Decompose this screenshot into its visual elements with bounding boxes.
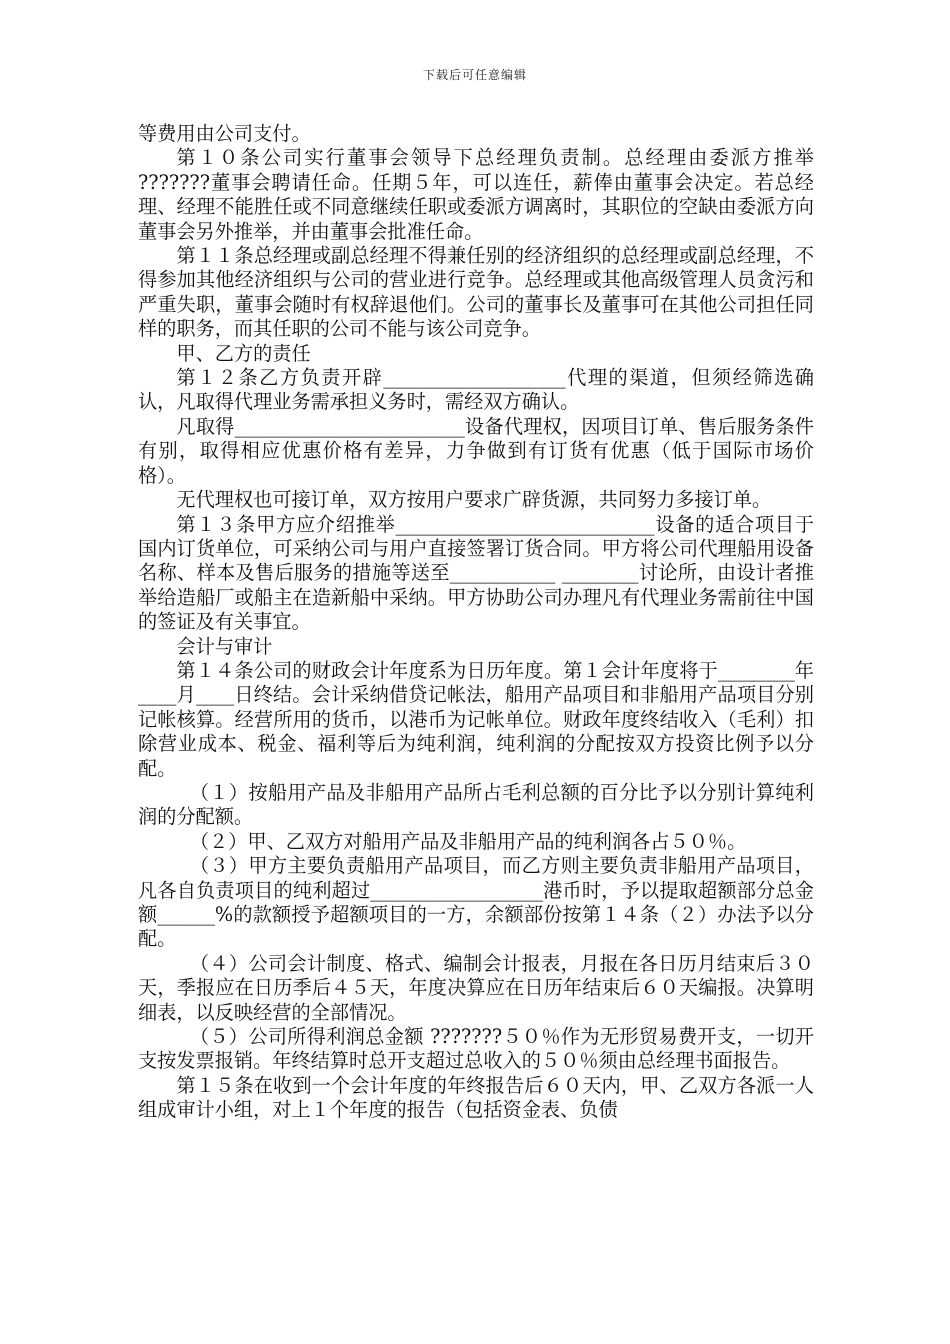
- paragraph-article-14: 第１４条公司的财政会计年度系为日历年度。第１会计年度将于________年____月____日终结。会计采纳借贷记帐法，船用产品项目和非船用产品项目分别记帐核算。经营所用的货币，以港币为记帐单位。财政年度终结收入（毛利）扣除营业成本、税金、福利等后为纯利润，纯利润的分配按双方投资比例予以分配。: [138, 658, 814, 780]
- list-item-4: （４）公司会计制度、格式、编制会计报表，月报在各日历月结束后３０天，季报应在日历季后４５天，年度决算应在日历年结束后６０天编报。决算明细表，以反映经营的全部情况。: [138, 951, 814, 1024]
- section-heading-accounting: 会计与审计: [176, 634, 273, 658]
- paragraph-continuation: 等费用由公司支付。: [138, 122, 311, 145]
- page-header: 下载后可任意编辑: [422, 68, 527, 82]
- paragraph-agency-rights: 凡取得________________________设备代理权，因项目订单、售后服务条件有别，取得相应优惠价格有差异，力争做到有订货有优惠（低于国际市场价格）。: [138, 414, 814, 487]
- section-heading-responsibilities: 甲、乙方的责任: [176, 341, 311, 365]
- document-body: [138, 122, 821, 1123]
- paragraph-orders: 无代理权也可接订单，双方按用户要求广辟货源，共同努力多接订单。: [176, 488, 772, 512]
- paragraph-article-10: 第１０条公司实行董事会领导下总经理负责制。总经理由委派方推举 ???????董事会聘请任命。任期５年，可以连任，薪俸由董事会决定。若总经理、经理不能胜任或不同意继续任职或委派方调离时，其职位的空缺由委派方向董事会另外推举，并由董事会批准任命。: [138, 146, 821, 243]
- paragraph-article-11: 第１１条总经理或副总经理不得兼任别的经济组织的总经理或副总经理，不得参加其他经济组织与公司的营业进行竞争。总经理或其他高级管理人员贪污和严重失职，董事会随时有权辞退他们。公司的董事长及董事可在其他公司担任同样的职务，而其任职的公司不能与该公司竞争。: [138, 244, 814, 341]
- list-item-5: （５）公司所得利润总金额 ???????５０％作为无形贸易费开支，一切开支按发票报销。年终结算时总开支超过总收入的５０％须由总经理书面报告。: [138, 1025, 814, 1073]
- list-item-3: （３）甲方主要负责船用产品项目，而乙方则主要负责非船用产品项目，凡各自负责项目的纯利超过__________________港币时，予以提取超额部分总金额______%的款额授予超额项目的一方，余额部份按第１４条（２）办法予以分配。: [138, 854, 814, 951]
- paragraph-article-15: 第１５条在收到一个会计年度的年终报告后６０天内，甲、乙双方各派一人组成审计小组，对上１个年度的报告（包括资金表、负债: [138, 1073, 814, 1122]
- list-item-2: （２）甲、乙双方对船用产品及非船用产品的纯利润各占５０％。: [189, 829, 747, 853]
- paragraph-article-13: 第１３条甲方应介绍推举___________________________设备的适合项目于国内订货单位，可采纳公司与用户直接签署订货合同。甲方将公司代理船用设备名称、样本及售后服务的措施等送至___________ ________讨论所，由设计者推举给造船厂或船主在造新船中采纳。甲方协助公司办理凡有代理业务需前往中国的签证及有关事宜。: [138, 512, 814, 634]
- list-item-1: （１）按船用产品及非船用产品所占毛利总额的百分比予以分别计算纯利润的分配额。: [138, 780, 814, 829]
- paragraph-article-12: 第１２条乙方负责开辟___________________代理的渠道，但须经筛选确认，凡取得代理业务需承担义务时，需经双方确认。: [138, 366, 814, 414]
